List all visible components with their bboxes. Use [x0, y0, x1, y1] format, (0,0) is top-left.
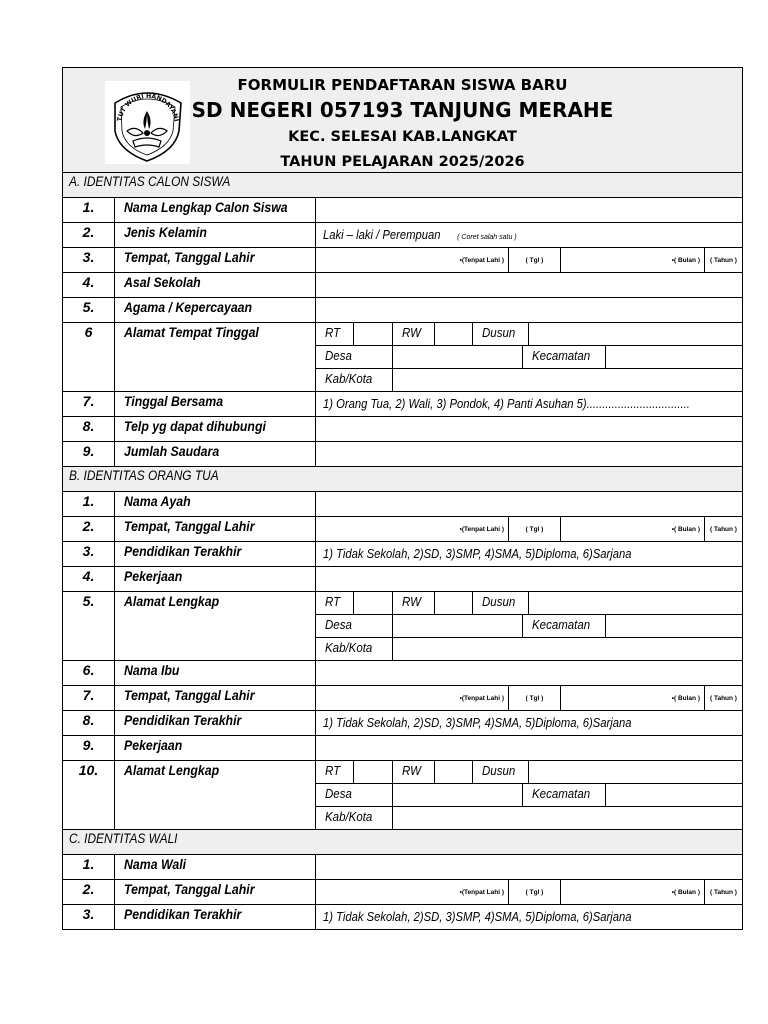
- kecamatan-input[interactable]: [606, 615, 742, 637]
- field-label: Pekerjaan: [115, 736, 316, 760]
- field-label: Alamat Lengkap: [115, 761, 316, 829]
- field-label: Tempat, Tanggal Lahir: [115, 248, 316, 272]
- table-row: [63, 736, 742, 761]
- table-row: [63, 686, 742, 711]
- desa-label: Desa: [316, 615, 393, 637]
- section-b-header: B. IDENTITAS ORANG TUA: [63, 467, 742, 492]
- table-row: [63, 592, 742, 661]
- nama-lengkap-field[interactable]: [316, 198, 742, 222]
- row-number: 4.: [63, 567, 115, 591]
- table-row: [63, 492, 742, 517]
- field-label: Pendidikan Terakhir: [115, 542, 316, 566]
- rt-label: RT: [316, 592, 354, 614]
- desa-input[interactable]: [393, 615, 523, 637]
- row-number: 8.: [63, 711, 115, 735]
- ibu-pendidikan-field[interactable]: 1) Tidak Sekolah, 2)SD, 3)SMP, 4)SMA, 5)Diploma, 6)Sarjana: [323, 716, 632, 730]
- table-row: [63, 711, 742, 736]
- kabkota-input[interactable]: [393, 369, 742, 391]
- table-row: [63, 542, 742, 567]
- row-number: 2.: [63, 880, 115, 904]
- field-label: Tinggal Bersama: [115, 392, 316, 416]
- field-label: Pekerjaan: [115, 567, 316, 591]
- table-row: [63, 223, 742, 248]
- telp-field[interactable]: [316, 417, 742, 441]
- ibu-ttl-field[interactable]: [316, 686, 742, 710]
- field-label: Alamat Tempat Tinggal: [115, 323, 316, 391]
- ttl-date-cell[interactable]: ( Tgl ): [508, 686, 560, 710]
- field-label: Jumlah Saudara: [115, 442, 316, 466]
- nama-ayah-field[interactable]: [316, 492, 742, 516]
- table-row: [63, 298, 742, 323]
- row-number: 5.: [63, 592, 115, 660]
- row-number: 8.: [63, 417, 115, 441]
- jumlah-saudara-field[interactable]: [316, 442, 742, 466]
- ayah-pekerjaan-field[interactable]: [316, 567, 742, 591]
- row-number: 6.: [63, 661, 115, 685]
- row-number: 2.: [63, 223, 115, 247]
- row-number: 2.: [63, 517, 115, 541]
- field-label: Nama Ayah: [115, 492, 316, 516]
- desa-label: Desa: [316, 784, 393, 806]
- ttl-month-cell[interactable]: •( Bulan ): [560, 517, 704, 541]
- ttl-year-cell[interactable]: ( Tahun ): [704, 248, 742, 272]
- table-row: [63, 392, 742, 417]
- row-number: 9.: [63, 442, 115, 466]
- tempat-tanggal-lahir-field[interactable]: [316, 248, 742, 272]
- row-number: 1.: [63, 198, 115, 222]
- table-row: [63, 905, 742, 929]
- rt-label: RT: [316, 323, 354, 345]
- table-row: [63, 880, 742, 905]
- school-name: SD NEGERI 057193 TANJUNG MERAHE: [191, 98, 614, 122]
- row-number: 3.: [63, 248, 115, 272]
- kecamatan-label: Kecamatan: [523, 615, 606, 637]
- ttl-month-cell[interactable]: •( Bulan ): [560, 248, 704, 272]
- field-label: Asal Sekolah: [115, 273, 316, 297]
- nama-wali-field[interactable]: [316, 855, 742, 879]
- dusun-input[interactable]: [529, 761, 742, 783]
- kecamatan-label: Kecamatan: [523, 346, 606, 368]
- field-label: Alamat Lengkap: [115, 592, 316, 660]
- ttl-year-cell[interactable]: ( Tahun ): [704, 517, 742, 541]
- ayah-alamat-field: [316, 592, 742, 660]
- kabkota-input[interactable]: [393, 638, 742, 660]
- alamat-field: [316, 323, 742, 391]
- ibu-pekerjaan-field[interactable]: [316, 736, 742, 760]
- rw-label: RW: [393, 592, 435, 614]
- field-label: Nama Wali: [115, 855, 316, 879]
- ttl-month-cell[interactable]: •( Bulan ): [560, 686, 704, 710]
- kecamatan-label: Kecamatan: [523, 784, 606, 806]
- asal-sekolah-field[interactable]: [316, 273, 742, 297]
- row-number: 5.: [63, 298, 115, 322]
- field-label: Pendidikan Terakhir: [115, 905, 316, 929]
- dusun-label: Dusun: [473, 323, 529, 345]
- ttl-place-cell[interactable]: •(Tenpat Lahi ): [459, 888, 504, 896]
- dusun-label: Dusun: [473, 761, 529, 783]
- row-number: 7.: [63, 686, 115, 710]
- svg-text:TUT WURI HANDAYANI: TUT WURI HANDAYANI: [116, 92, 180, 122]
- ttl-place-cell[interactable]: •(Tenpat Lahi ): [459, 694, 504, 702]
- dusun-input[interactable]: [529, 323, 742, 345]
- dusun-input[interactable]: [529, 592, 742, 614]
- field-label: Jenis Kelamin: [115, 223, 316, 247]
- rt-input[interactable]: [354, 761, 393, 783]
- wali-ttl-field[interactable]: [316, 880, 742, 904]
- rw-input[interactable]: [435, 761, 473, 783]
- row-number: 6: [63, 323, 115, 391]
- row-number: 1.: [63, 855, 115, 879]
- field-label: Tempat, Tanggal Lahir: [115, 686, 316, 710]
- form-title: FORMULIR PENDAFTARAN SISWA BARU: [237, 76, 568, 94]
- field-label: Tempat, Tanggal Lahir: [115, 880, 316, 904]
- table-row: [63, 273, 742, 298]
- wali-pendidikan-field[interactable]: 1) Tidak Sekolah, 2)SD, 3)SMP, 4)SMA, 5)Diploma, 6)Sarjana: [323, 910, 632, 924]
- row-number: 7.: [63, 392, 115, 416]
- ibu-alamat-field: [316, 761, 742, 829]
- form-header: [63, 68, 742, 173]
- agama-field[interactable]: [316, 298, 742, 322]
- row-number: 3.: [63, 905, 115, 929]
- ttl-year-cell[interactable]: ( Tahun ): [704, 686, 742, 710]
- ttl-date-cell[interactable]: ( Tgl ): [508, 517, 560, 541]
- table-row: [63, 417, 742, 442]
- row-number: 10.: [63, 761, 115, 829]
- row-number: 4.: [63, 273, 115, 297]
- ayah-pendidikan-field[interactable]: 1) Tidak Sekolah, 2)SD, 3)SMP, 4)SMA, 5)Diploma, 6)Sarjana: [323, 547, 632, 561]
- ttl-place-cell[interactable]: •(Tenpat Lahi ): [459, 525, 504, 533]
- desa-input[interactable]: [393, 784, 523, 806]
- field-label: Tempat, Tanggal Lahir: [115, 517, 316, 541]
- desa-label: Desa: [316, 346, 393, 368]
- table-row: [63, 855, 742, 880]
- table-row: [63, 567, 742, 592]
- section-a-header: A. IDENTITAS CALON SISWA: [63, 173, 742, 198]
- rt-label: RT: [316, 761, 354, 783]
- row-number: 9.: [63, 736, 115, 760]
- rw-input[interactable]: [435, 592, 473, 614]
- rw-label: RW: [393, 761, 435, 783]
- school-location: KEC. SELESAI KAB.LANGKAT: [288, 129, 517, 145]
- dusun-label: Dusun: [473, 592, 529, 614]
- desa-input[interactable]: [393, 346, 523, 368]
- ttl-year-cell[interactable]: ( Tahun ): [704, 880, 742, 904]
- ttl-month-cell[interactable]: •( Bulan ): [560, 880, 704, 904]
- nama-ibu-field[interactable]: [316, 661, 742, 685]
- table-row: [63, 442, 742, 467]
- kabkota-label: Kab/Kota: [316, 638, 393, 660]
- field-label: Telp yg dapat dihubungi: [115, 417, 316, 441]
- rw-input[interactable]: [435, 323, 473, 345]
- table-row: [63, 761, 742, 830]
- row-number: 3.: [63, 542, 115, 566]
- ttl-date-cell[interactable]: ( Tgl ): [508, 880, 560, 904]
- table-row: [63, 198, 742, 223]
- kecamatan-input[interactable]: [606, 346, 742, 368]
- field-label: Nama Lengkap Calon Siswa: [115, 198, 316, 222]
- rt-input[interactable]: [354, 323, 393, 345]
- jenis-kelamin-field[interactable]: Laki – laki / Perempuan ( Coret salah satu ): [323, 228, 517, 242]
- table-row: [63, 248, 742, 273]
- rt-input[interactable]: [354, 592, 393, 614]
- ttl-date-cell[interactable]: ( Tgl ): [508, 248, 560, 272]
- ttl-place-cell[interactable]: •(Tenpat Lahi ): [459, 256, 504, 264]
- kabkota-input[interactable]: [393, 807, 742, 829]
- school-year: TAHUN PELAJARAN 2025/2026: [280, 154, 525, 170]
- table-row: [63, 661, 742, 686]
- rw-label: RW: [393, 323, 435, 345]
- row-number: 1.: [63, 492, 115, 516]
- tinggal-bersama-field[interactable]: 1) Orang Tua, 2) Wali, 3) Pondok, 4) Panti Asuhan 5).................................: [323, 397, 690, 411]
- kabkota-label: Kab/Kota: [316, 369, 393, 391]
- kabkota-label: Kab/Kota: [316, 807, 393, 829]
- table-row: [63, 517, 742, 542]
- kecamatan-input[interactable]: [606, 784, 742, 806]
- section-c-header: C. IDENTITAS WALI: [63, 830, 742, 855]
- registration-form: [62, 67, 743, 930]
- field-label: Nama Ibu: [115, 661, 316, 685]
- field-label: Agama / Kepercayaan: [115, 298, 316, 322]
- table-row: [63, 323, 742, 392]
- field-label: Pendidikan Terakhir: [115, 711, 316, 735]
- ayah-ttl-field[interactable]: [316, 517, 742, 541]
